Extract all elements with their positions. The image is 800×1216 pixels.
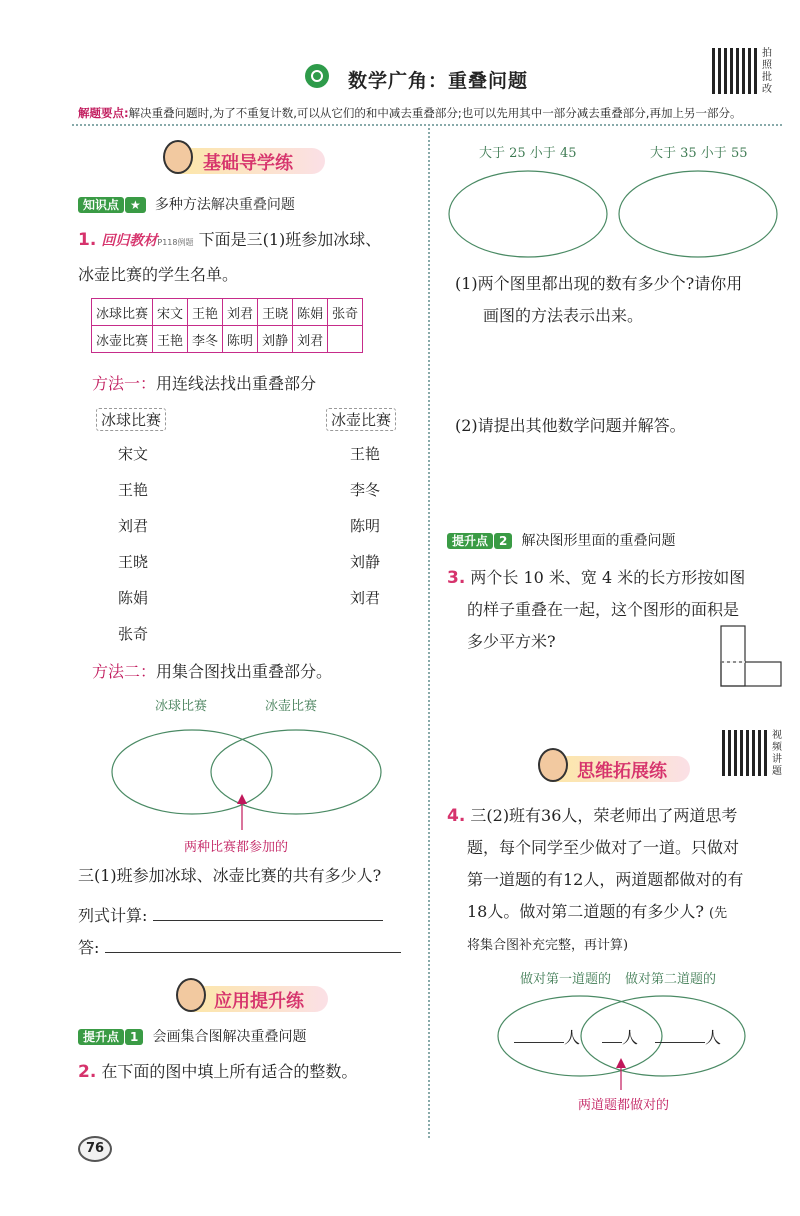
venn-left-label: 冰球比赛 [155, 699, 208, 714]
method-2 [92, 656, 332, 688]
q2-right-label: 大于 35 小于 55 [650, 146, 748, 161]
left-name[interactable]: 刘君 [118, 517, 149, 535]
table-row [92, 326, 363, 353]
tp-badge: 提升点 [78, 1029, 124, 1045]
q2-circle-right [619, 171, 777, 257]
qr-code-video[interactable] [722, 730, 768, 776]
question-4 [447, 800, 792, 930]
qr-code-grade[interactable] [712, 48, 758, 94]
q4-venn-arrowhead [616, 1058, 626, 1068]
q1-line1: 下面是三(1)班参加冰球、 [198, 230, 382, 249]
q1-line2: 冰壶比赛的学生名单。 [78, 265, 239, 284]
knowledge-point-1 [78, 194, 295, 214]
q4-blank-left[interactable] [514, 1022, 580, 1054]
calc-row [78, 898, 383, 932]
question-2 [78, 1056, 357, 1088]
left-name[interactable]: 宋文 [118, 445, 149, 463]
student-reading-icon [538, 748, 568, 782]
q3-rect-horizontal [721, 662, 781, 686]
table-cell [328, 326, 363, 353]
q4-venn-left-label: 做对第一道题的 [520, 972, 612, 987]
table-cell: 王艳 [153, 326, 188, 353]
question-number: 3. [447, 568, 466, 588]
q2-circles[interactable] [445, 168, 790, 268]
left-name[interactable]: 陈娟 [118, 589, 149, 607]
q2-sub1 [455, 268, 742, 332]
q3-line1: 两个长 10 米、宽 4 米的长方形按如图 [470, 568, 746, 587]
q4-unit: 人 [622, 1028, 639, 1047]
table-cell: 宋文 [153, 299, 188, 326]
answer-input[interactable] [105, 930, 401, 953]
question-number: 2. [78, 1062, 97, 1082]
method-2-text: 用集合图找出重叠部分。 [156, 662, 333, 681]
table-cell: 陈娟 [293, 299, 328, 326]
calc-input[interactable] [153, 898, 383, 921]
qr-caption: 拍照批改 [762, 48, 772, 95]
tp-number: 1 [125, 1029, 143, 1045]
section-title-extend: 思维拓展练 [577, 761, 667, 782]
table-cell: 冰球比赛 [92, 299, 153, 326]
solution-tip [78, 105, 741, 121]
video-caption: 视频讲题 [772, 730, 782, 777]
column-divider [428, 128, 430, 1138]
q1-question: 三(1)班参加冰球、冰壶比赛的共有多少人? [78, 866, 382, 885]
q4-unit: 人 [705, 1028, 722, 1047]
q4-line2: 题，每个同学至少做对了一道。只做对 [467, 838, 740, 857]
table-row [92, 299, 363, 326]
answer-row [78, 930, 401, 964]
right-name[interactable]: 刘君 [350, 589, 381, 607]
q3-rect-vertical [721, 626, 745, 686]
left-name[interactable]: 王晓 [118, 553, 149, 571]
answer-label: 答: [78, 938, 100, 957]
section-title-basic: 基础导学练 [203, 153, 293, 174]
table-cell: 王晓 [258, 299, 293, 326]
tp-label: 解决图形里面的重叠问题 [521, 533, 676, 549]
right-name[interactable]: 刘静 [350, 553, 381, 571]
right-name[interactable]: 李冬 [350, 481, 381, 499]
left-column-head: 冰球比赛 [96, 408, 166, 431]
student-name-table [91, 298, 363, 353]
q4-blank-right[interactable] [655, 1022, 721, 1054]
table-cell: 陈明 [223, 326, 258, 353]
right-column-head: 冰壶比赛 [326, 408, 396, 431]
right-name[interactable]: 陈明 [350, 517, 381, 535]
q2-circle-left [449, 171, 607, 257]
table-cell: 王艳 [188, 299, 223, 326]
tp-number: 2 [494, 533, 512, 549]
left-name[interactable]: 王艳 [118, 481, 149, 499]
venn-overlap-note: 两种比赛都参加的 [184, 840, 289, 855]
page-number: 76 [78, 1136, 112, 1162]
q2-sub1-line2: 画图的方法表示出来。 [483, 306, 644, 325]
method-1 [92, 368, 316, 400]
q2-sub1-line1: (1)两个图里都出现的数有多少个?请你用 [455, 274, 743, 293]
question-1 [78, 224, 423, 291]
q4-venn-right-label: 做对第二道题的 [625, 972, 717, 987]
section-title-apply: 应用提升练 [214, 991, 304, 1012]
tip-text: 解决重叠问题时,为了不重复计数,可以从它们的和中减去重叠部分;也可以先用其中一部分减去重叠部分,再加上另一部分。 [128, 106, 742, 120]
page-title: 数学广角：重叠问题 [348, 70, 529, 92]
q4-blank-middle[interactable] [602, 1022, 638, 1054]
q3-line3: 多少平方米? [467, 632, 556, 651]
table-cell: 刘君 [293, 326, 328, 353]
q4-line4: 18人。做对第二道题的有多少人? [467, 902, 704, 921]
q4-line5: 将集合图补充完整，再计算) [467, 938, 629, 953]
q4-line1: 三(2)班有36人，荣老师出了两道思考 [470, 806, 738, 825]
tip-label: 解题要点: [78, 106, 129, 120]
question-number: 1. [78, 230, 97, 250]
venn-circle-right [211, 730, 381, 814]
title-icon-inner [311, 70, 323, 82]
method-2-label: 方法二： [92, 662, 157, 681]
tp-badge: 提升点 [447, 533, 493, 549]
student-avatar-icon [163, 140, 193, 174]
table-cell: 李冬 [188, 326, 223, 353]
tp-label: 会画集合图解决重叠问题 [152, 1029, 307, 1045]
venn-right-label: 冰壶比赛 [265, 699, 318, 714]
textbook-tag: 回归教材 [101, 233, 158, 249]
q2-left-label: 大于 25 小于 45 [479, 146, 577, 161]
right-name[interactable]: 王艳 [350, 445, 381, 463]
question-number: 4. [447, 806, 466, 826]
upgrade-point-2 [447, 530, 675, 550]
kp-label: 多种方法解决重叠问题 [154, 197, 295, 213]
q4-venn-overlap-note: 两道题都做对的 [578, 1098, 670, 1113]
textbook-tag-sub: P118例题 [157, 238, 194, 247]
venn-circle-left [112, 730, 272, 814]
kp-star-icon: ★ [125, 197, 146, 213]
venn-diagram-q1[interactable] [100, 720, 420, 850]
method-1-label: 方法一： [92, 374, 157, 393]
q2-sub2: (2)请提出其他数学问题并解答。 [455, 416, 686, 435]
q4-hint: (先 [709, 906, 728, 921]
q4-line3: 第一道题的有12人，两道题都做对的有 [467, 870, 744, 889]
student-avatar-icon [176, 978, 206, 1012]
method-1-text: 用连线法找出重叠部分 [156, 374, 317, 393]
kp-badge: 知识点 [78, 197, 124, 213]
q3-line2: 的样子重叠在一起，这个图形的面积是 [467, 600, 740, 619]
table-cell: 刘君 [223, 299, 258, 326]
left-name[interactable]: 张奇 [118, 625, 149, 643]
table-cell: 冰壶比赛 [92, 326, 153, 353]
table-cell: 刘静 [258, 326, 293, 353]
q2-text: 在下面的图中填上所有适合的整数。 [101, 1062, 358, 1081]
q4-unit: 人 [564, 1028, 581, 1047]
q3-figure [718, 624, 784, 688]
header-divider [72, 124, 782, 126]
table-cell: 张奇 [328, 299, 363, 326]
upgrade-point-1 [78, 1026, 306, 1046]
calc-label: 列式计算: [78, 906, 148, 925]
venn-arrowhead [237, 794, 247, 804]
